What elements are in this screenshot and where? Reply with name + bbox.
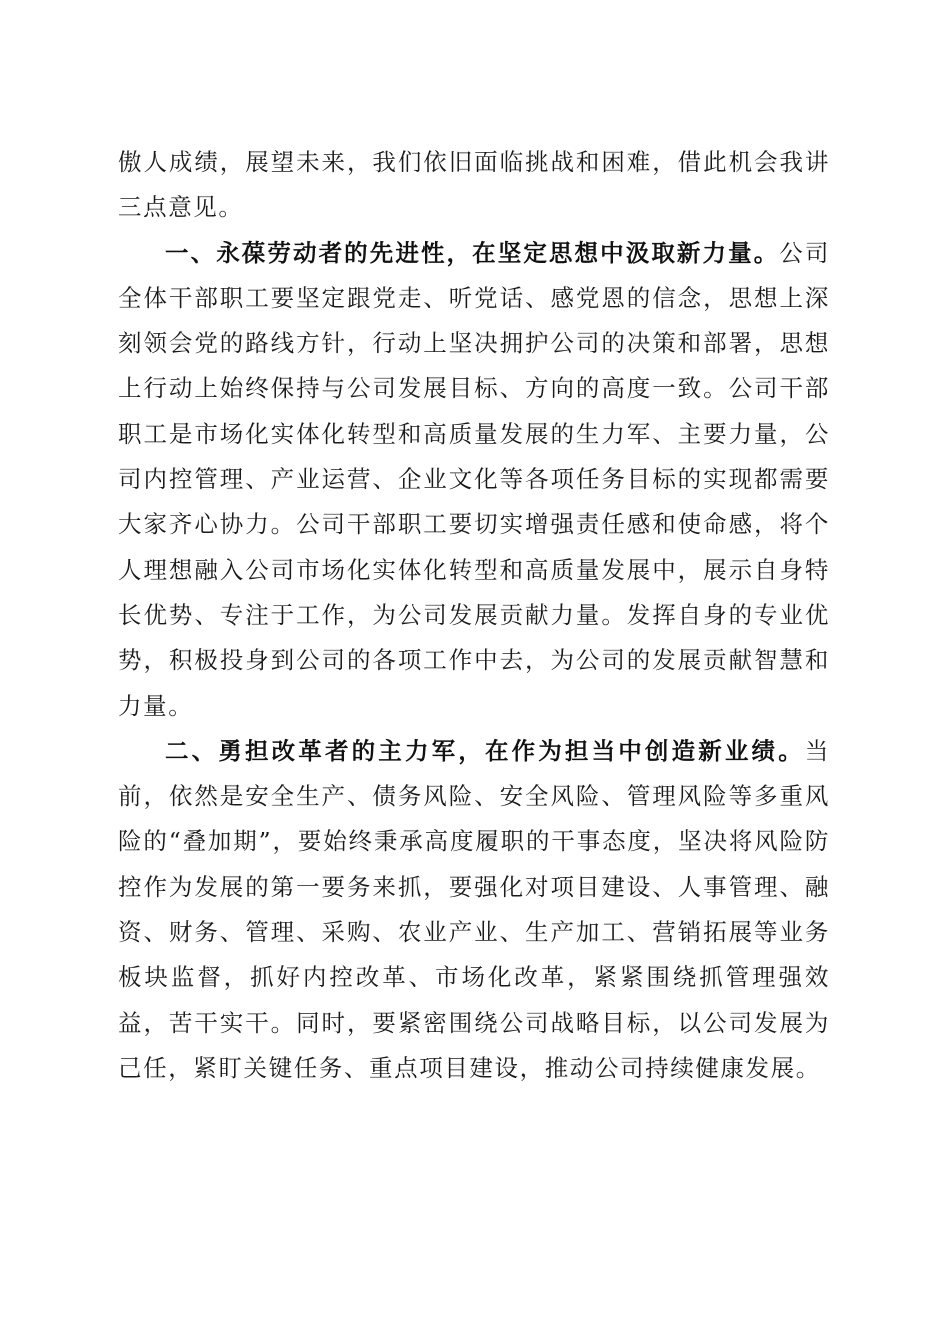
section-one-body: 公司全体干部职工要坚定跟党走、听党话、感党恩的信念，思想上深刻领会党的路线方针，行动上坚决拥护公司的决策和部署，思想上行动上始终保持与公司发展目标、方向的高度一致。公司干部职工是市场化实体化转型和高质量发展的生力军、主要力量，公司内控管理、产业运营、企业文化等各项任务目标的实现都需要大家齐心协力。公司干部职工要切实增强责任感和使命感，将个人理想融入公司市场化实体化转型和高质量发展中，展示自身特长优势、专注于工作，为公司发展贡献力量。发挥自身的专业优势，积极投身到公司的各项工作中去，为公司的发展贡献智慧和力量。 [118,238,830,720]
section-two-heading: 二、勇担改革者的主力军，在作为担当中创造新业绩。 [165,736,805,765]
intro-paragraph: 傲人成绩，展望未来，我们依旧面临挑战和困难，借此机会我讲三点意见。 [118,148,830,222]
section-two-paragraph [118,729,830,1091]
section-one-paragraph [118,231,830,729]
document-body [118,140,830,1091]
section-two-body: 当前，依然是安全生产、债务风险、安全风险、管理风险等多重风险的“叠加期”，要始终秉承高度履职的干事态度，坚决将风险防控作为发展的第一要务来抓，要强化对项目建设、人事管理、融资、财务、管理、采购、农业产业、生产加工、营销拓展等业务板块监督，抓好内控改革、市场化改革，紧紧围绕抓管理强效益，苦干实干。同时，要紧密围绕公司战略目标，以公司发展为己任，紧盯关键任务、重点项目建设，推动公司持续健康发展。 [118,736,830,1082]
section-one-heading: 一、永葆劳动者的先进性，在坚定思想中汲取新力量。 [165,238,780,267]
